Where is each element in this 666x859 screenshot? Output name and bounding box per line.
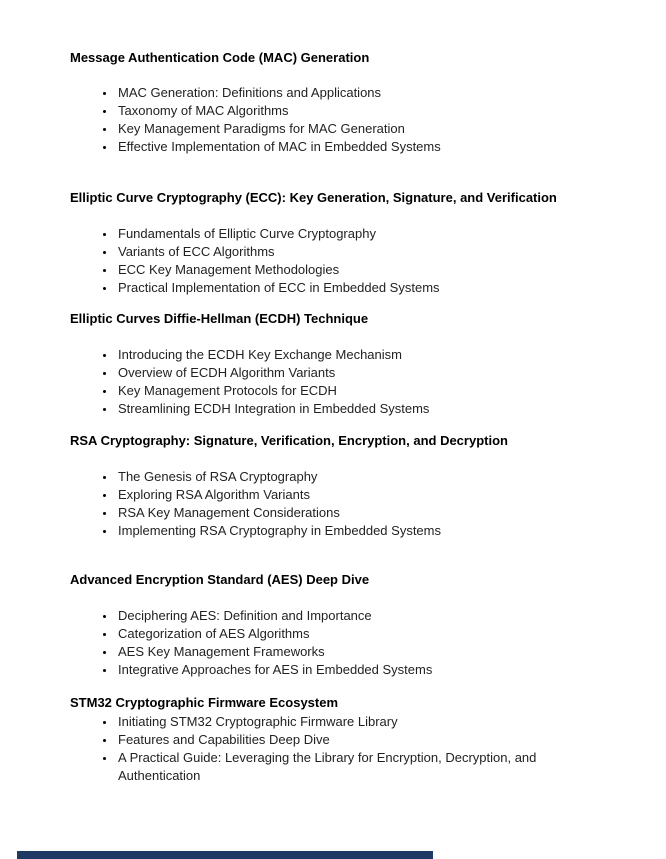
section-rsa	[70, 433, 596, 540]
list-item: • Variants of ECC Algorithms	[116, 243, 578, 261]
list-item: • Integrative Approaches for AES in Embedded Systems	[116, 661, 578, 679]
list-item: • Fundamentals of Elliptic Curve Cryptography	[116, 225, 578, 243]
list-item: • Key Management Protocols for ECDH	[116, 382, 578, 400]
list-item: • ECC Key Management Methodologies	[116, 261, 578, 279]
section-heading: RSA Cryptography: Signature, Verification, Encryption, and Decryption	[70, 433, 508, 448]
list-item: • Implementing RSA Cryptography in Embedded Systems	[116, 522, 578, 540]
list-item: • Exploring RSA Algorithm Variants	[116, 486, 578, 504]
list-item: • RSA Key Management Considerations	[116, 504, 578, 522]
bullet-list	[70, 225, 596, 297]
list-item: • Streamlining ECDH Integration in Embedded Systems	[116, 400, 578, 418]
bullet-list	[70, 713, 596, 785]
list-item: • Practical Implementation of ECC in Embedded Systems	[116, 279, 578, 297]
list-item: • Deciphering AES: Definition and Importance	[116, 607, 578, 625]
list-item: • Initiating STM32 Cryptographic Firmware Library	[116, 713, 578, 731]
bullet-list	[70, 346, 596, 418]
bottom-bar	[17, 851, 433, 859]
section-heading: Elliptic Curves Diffie-Hellman (ECDH) Technique	[70, 311, 369, 326]
section-heading: Message Authentication Code (MAC) Generation	[70, 50, 370, 65]
list-item: • MAC Generation: Definitions and Applications	[116, 84, 578, 102]
list-item: • The Genesis of RSA Cryptography	[116, 468, 578, 486]
bullet-list	[70, 84, 596, 156]
section-heading: Advanced Encryption Standard (AES) Deep Dive	[70, 572, 370, 587]
list-item: • Features and Capabilities Deep Dive	[116, 731, 578, 749]
list-item: • Key Management Paradigms for MAC Generation	[116, 120, 578, 138]
section-aes	[70, 572, 596, 679]
section-ecdh	[70, 311, 596, 418]
section-ecc	[70, 190, 596, 297]
section-stm32	[70, 695, 596, 785]
list-item: • Categorization of AES Algorithms	[116, 625, 578, 643]
list-item: • AES Key Management Frameworks	[116, 643, 578, 661]
list-item: • Effective Implementation of MAC in Embedded Systems	[116, 138, 578, 156]
section-heading: STM32 Cryptographic Firmware Ecosystem	[70, 695, 339, 710]
list-item: • Introducing the ECDH Key Exchange Mechanism	[116, 346, 578, 364]
section-heading: Elliptic Curve Cryptography (ECC): Key Generation, Signature, and Verification	[70, 190, 557, 205]
list-item: • Taxonomy of MAC Algorithms	[116, 102, 578, 120]
section-mac-generation	[70, 50, 596, 156]
bullet-list	[70, 607, 596, 679]
list-item: • Overview of ECDH Algorithm Variants	[116, 364, 578, 382]
bullet-list	[70, 468, 596, 540]
list-item: • A Practical Guide: Leveraging the Library for Encryption, Decryption, and Authentication	[116, 749, 578, 785]
